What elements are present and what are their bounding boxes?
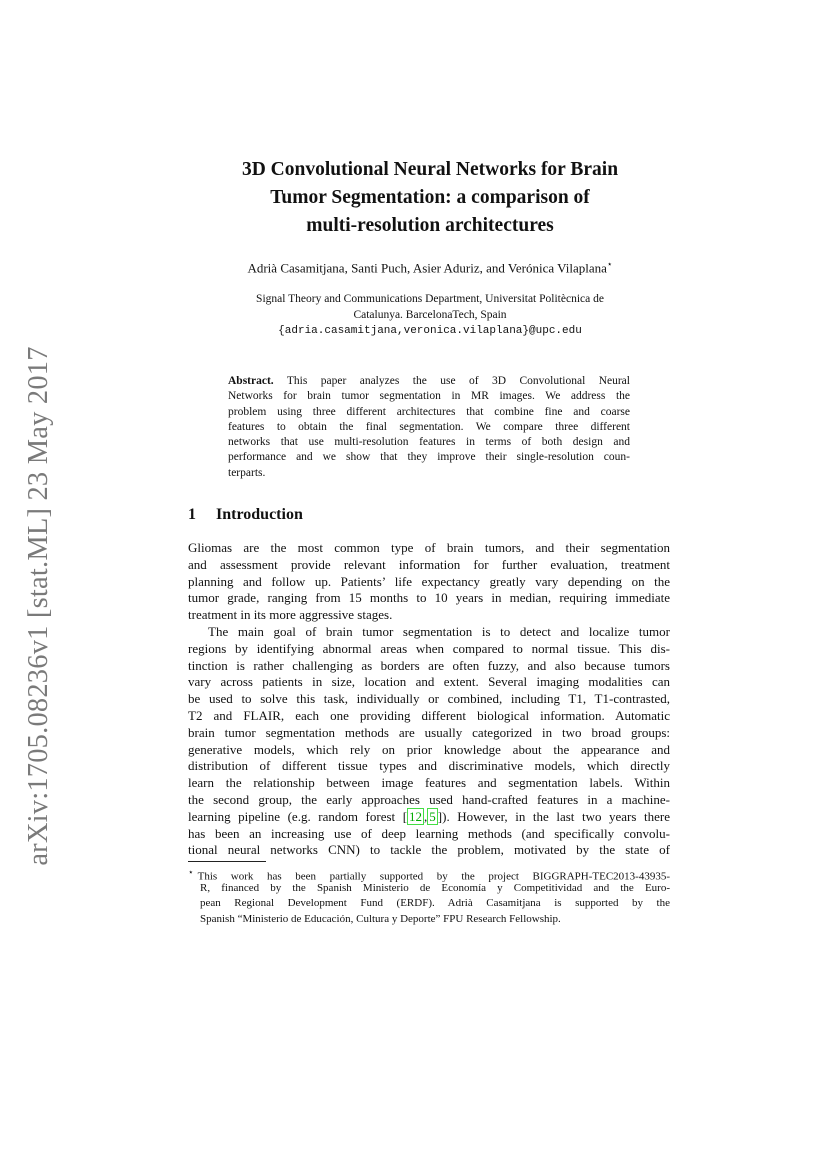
body-line: generative models, which rely on prior knowledge about the appearance and (188, 741, 670, 757)
footnote (188, 865, 670, 927)
footnote-line: R, financed by the Spanish Ministerio de Economía y Competitividad and the Euro- (200, 881, 670, 894)
body-line: tinction is rather challenging as borders are often fuzzy, and also because tumors (188, 657, 670, 673)
body-line: Gliomas are the most common type of brain tumors, and their segmentation (188, 540, 670, 555)
body-line: treatment in its more aggressive stages. (188, 607, 393, 623)
authors-text: Adrià Casamitjana, Santi Puch, Asier Aduriz, and Verónica Vilaplana (247, 260, 607, 276)
body-line: be used to solve this task, individually or combined, including T1, T1-contrasted, (188, 691, 670, 707)
body-line: vary across patients in size, location and extent. Several imaging modalities can (188, 674, 670, 690)
arxiv-sidebar (14, 346, 64, 866)
footnote-mark: ⋆ (188, 867, 194, 877)
abstract-line (228, 374, 630, 389)
body-line: T2 and FLAIR, each one providing different biological information. Automatic (188, 707, 670, 723)
citation-suffix: ]). However, in the last two years there (437, 808, 670, 824)
abstract (228, 374, 630, 481)
affiliation-line: Signal Theory and Communications Department, Universitat Politècnica de (256, 293, 604, 305)
abstract-line: Networks for brain tumor segmentation in MR images. We address the (228, 390, 630, 403)
abstract-line: performance and we show that they improve their single-resolution coun- (228, 451, 630, 464)
abstract-label: Abstract. (228, 375, 274, 387)
body-line: has been an increasing use of deep learning methods (and specifically convolu- (188, 825, 670, 841)
footnote-line: pean Regional Development Fund (ERDF). Adrià Casamitjana is supported by the (200, 897, 670, 909)
body-line: learn the relationship between image features and segmentation labels. Within (188, 775, 670, 791)
body-line: tional neural networks CNN) to tackle the problem, motivated by the state of (188, 842, 670, 858)
author-email: {adria.casamitjana,veronica.vilaplana}@upc.edu (278, 325, 582, 337)
title-line: multi-resolution architectures (306, 215, 554, 236)
author-footnote-mark: ⋆ (606, 259, 613, 269)
citation-link-12[interactable]: 12 (409, 808, 423, 824)
citation-link-5[interactable]: 5 (429, 808, 436, 824)
footnote-rule (188, 861, 266, 862)
body-line: planning and follow up. Patients’ life expectancy greatly vary depending on the (188, 573, 670, 589)
abstract-line: terparts. (228, 466, 266, 479)
body-line-with-citation (188, 809, 670, 826)
affiliation-line: Catalunya. BarcelonaTech, Spain (353, 309, 507, 321)
arxiv-stamp: arXiv:1705.08236v1 [stat.ML] 23 May 2017 (23, 346, 54, 866)
body-line: brain tumor segmentation methods are usually categorized in two broad groups: (188, 724, 670, 740)
abstract-line: problem using three different architectures that combine fine and coarse (228, 405, 630, 418)
body-line: the second group, the early approaches used hand-crafted features in a machine- (188, 791, 670, 807)
footnote-text: This work has been partially supported by the project BIGGRAPH-TEC2013-43935- (197, 870, 670, 883)
abstract-text: This paper analyzes the use of 3D Convolutional Neural (273, 375, 630, 387)
body-line: The main goal of brain tumor segmentation is to detect and localize tumor (208, 623, 670, 639)
citation-prefix: learning pipeline (e.g. random forest [ (188, 808, 408, 824)
section-number: 1 (188, 506, 196, 523)
section-title: Introduction (216, 506, 303, 523)
body-line: distribution of different tissue types and discriminative models, which directly (188, 758, 670, 774)
footnote-line (188, 865, 670, 881)
section-heading-introduction (188, 506, 303, 524)
footnote-line: Spanish “Ministerio de Educación, Cultura y Deporte” FPU Research Fellowship. (200, 912, 561, 925)
author-list (160, 259, 700, 276)
abstract-line: features to obtain the final segmentation. We compare three different (228, 420, 630, 433)
paper-title (180, 156, 680, 240)
abstract-line: networks that use multi-resolution features in terms of both design and (228, 436, 630, 449)
body-line: regions by identifying abnormal areas when compared to normal tissue. This dis- (188, 640, 670, 656)
body-text (188, 540, 670, 859)
affiliation (190, 291, 670, 339)
title-line: Tumor Segmentation: a comparison of (270, 187, 590, 208)
citation-separator: , (424, 808, 428, 824)
title-line: 3D Convolutional Neural Networks for Brain (241, 159, 619, 180)
body-line: and assessment provide relevant information for further evaluation, treatment (188, 556, 670, 572)
body-line: tumor grade, ranging from 15 months to 10 years in median, requiring immediate (188, 590, 670, 606)
